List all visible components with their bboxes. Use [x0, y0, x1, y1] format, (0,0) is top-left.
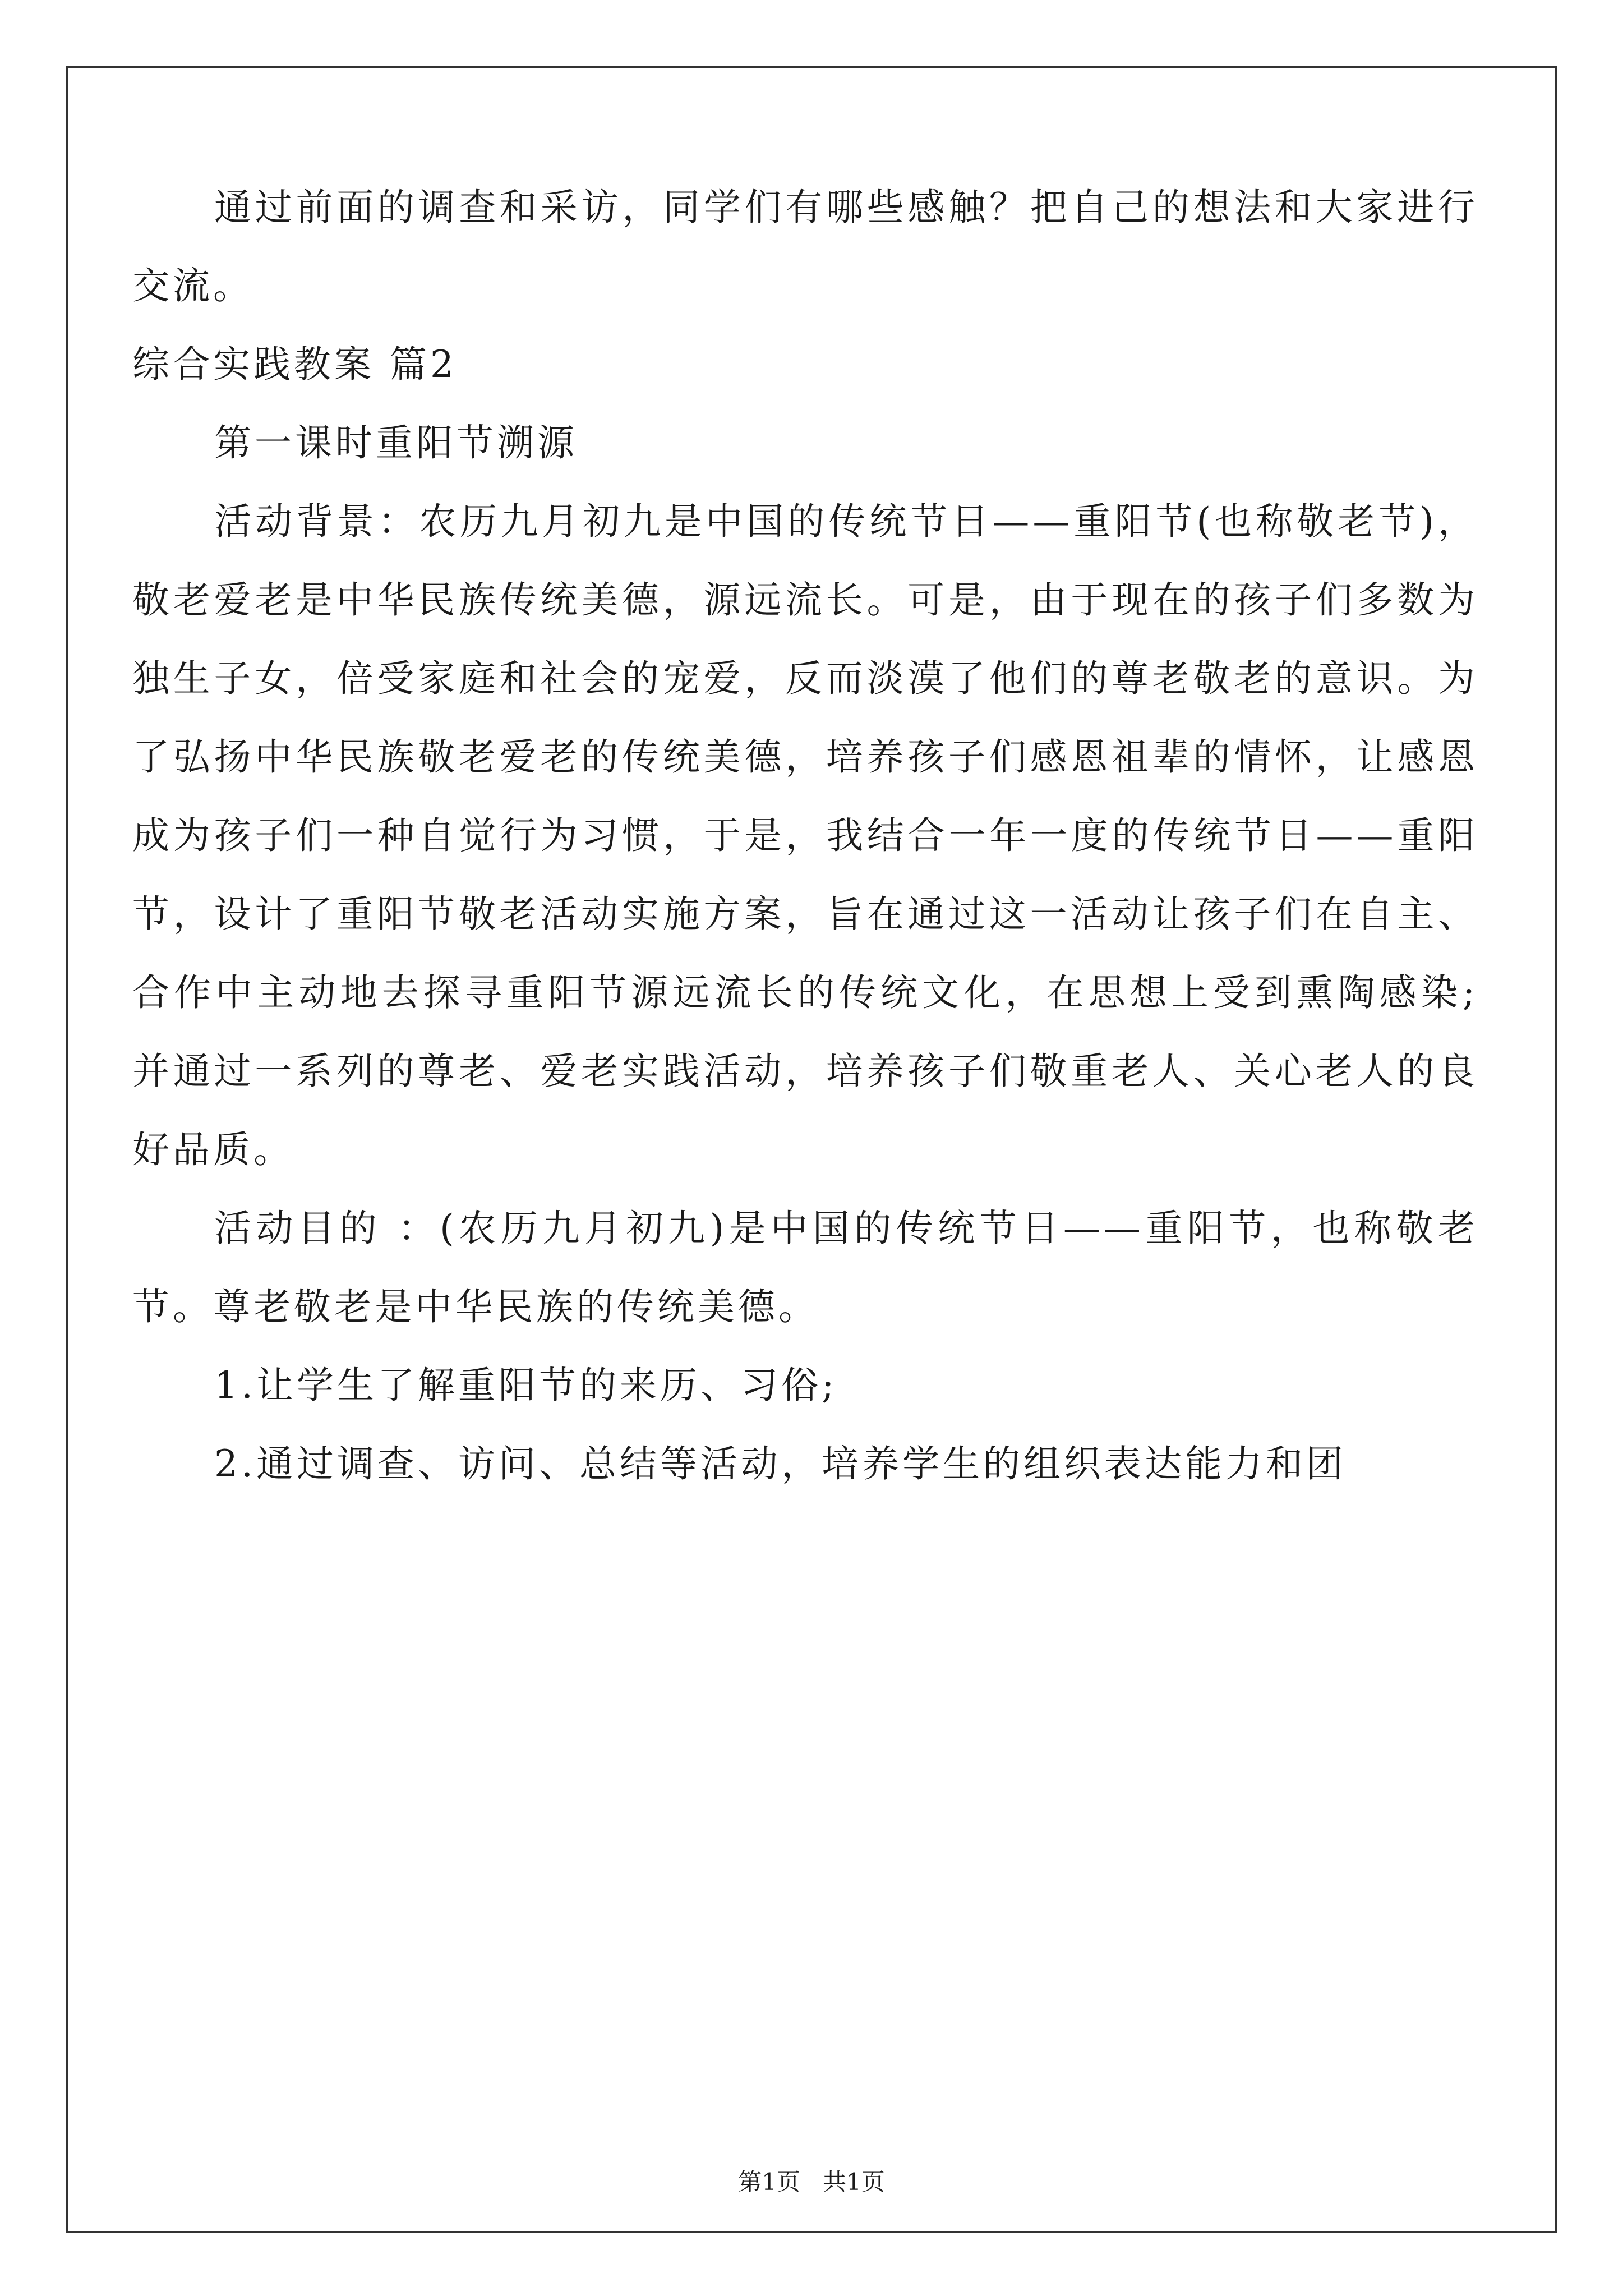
document-body — [132, 168, 1478, 1503]
paragraph-background: 活动背景：农历九月初九是中国的传统节日——重阳节(也称敬老节)，敬老爱老是中华民族传统美德，源远流长。可是，由于现在的孩子们多数为独生子女，倍受家庭和社会的宠爱，反而淡漠了他们的尊老敬老的意识。为了弘扬中华民族敬老爱老的传统美德，培养孩子们感恩祖辈的情怀，让感恩成为孩子们一种自觉行为习惯，于是，我结合一年一度的传统节日——重阳节，设计了重阳节敬老活动实施方案，旨在通过这一活动让孩子们在自主、合作中主动地去探寻重阳节源远流长的传统文化，在思想上受到熏陶感染;并通过一系列的尊老、爱老实践活动，培养孩子们敬重老人、关心老人的良好品质。 — [132, 500, 1478, 1171]
section-heading: 综合实践教案 篇2 — [132, 343, 457, 386]
list-item-2: 2.通过调查、访问、总结等活动，培养学生的组织表达能力和团 — [214, 1442, 1347, 1485]
lesson-title: 第一课时重阳节溯源 — [214, 421, 578, 464]
paragraph-purpose: 活动目的 ：(农历九月初九)是中国的传统节日——重阳节，也称敬老节。尊老敬老是中华民族的传统美德。 — [132, 1207, 1478, 1328]
page-total: 共1页 — [823, 2168, 885, 2196]
list-item-1: 1.让学生了解重阳节的来历、习俗; — [214, 1364, 838, 1407]
page-number: 第1页 — [738, 2168, 800, 2196]
paragraph-intro: 通过前面的调查和采访，同学们有哪些感触？把自己的想法和大家进行交流。 — [132, 186, 1478, 307]
page-footer — [0, 2165, 1623, 2199]
